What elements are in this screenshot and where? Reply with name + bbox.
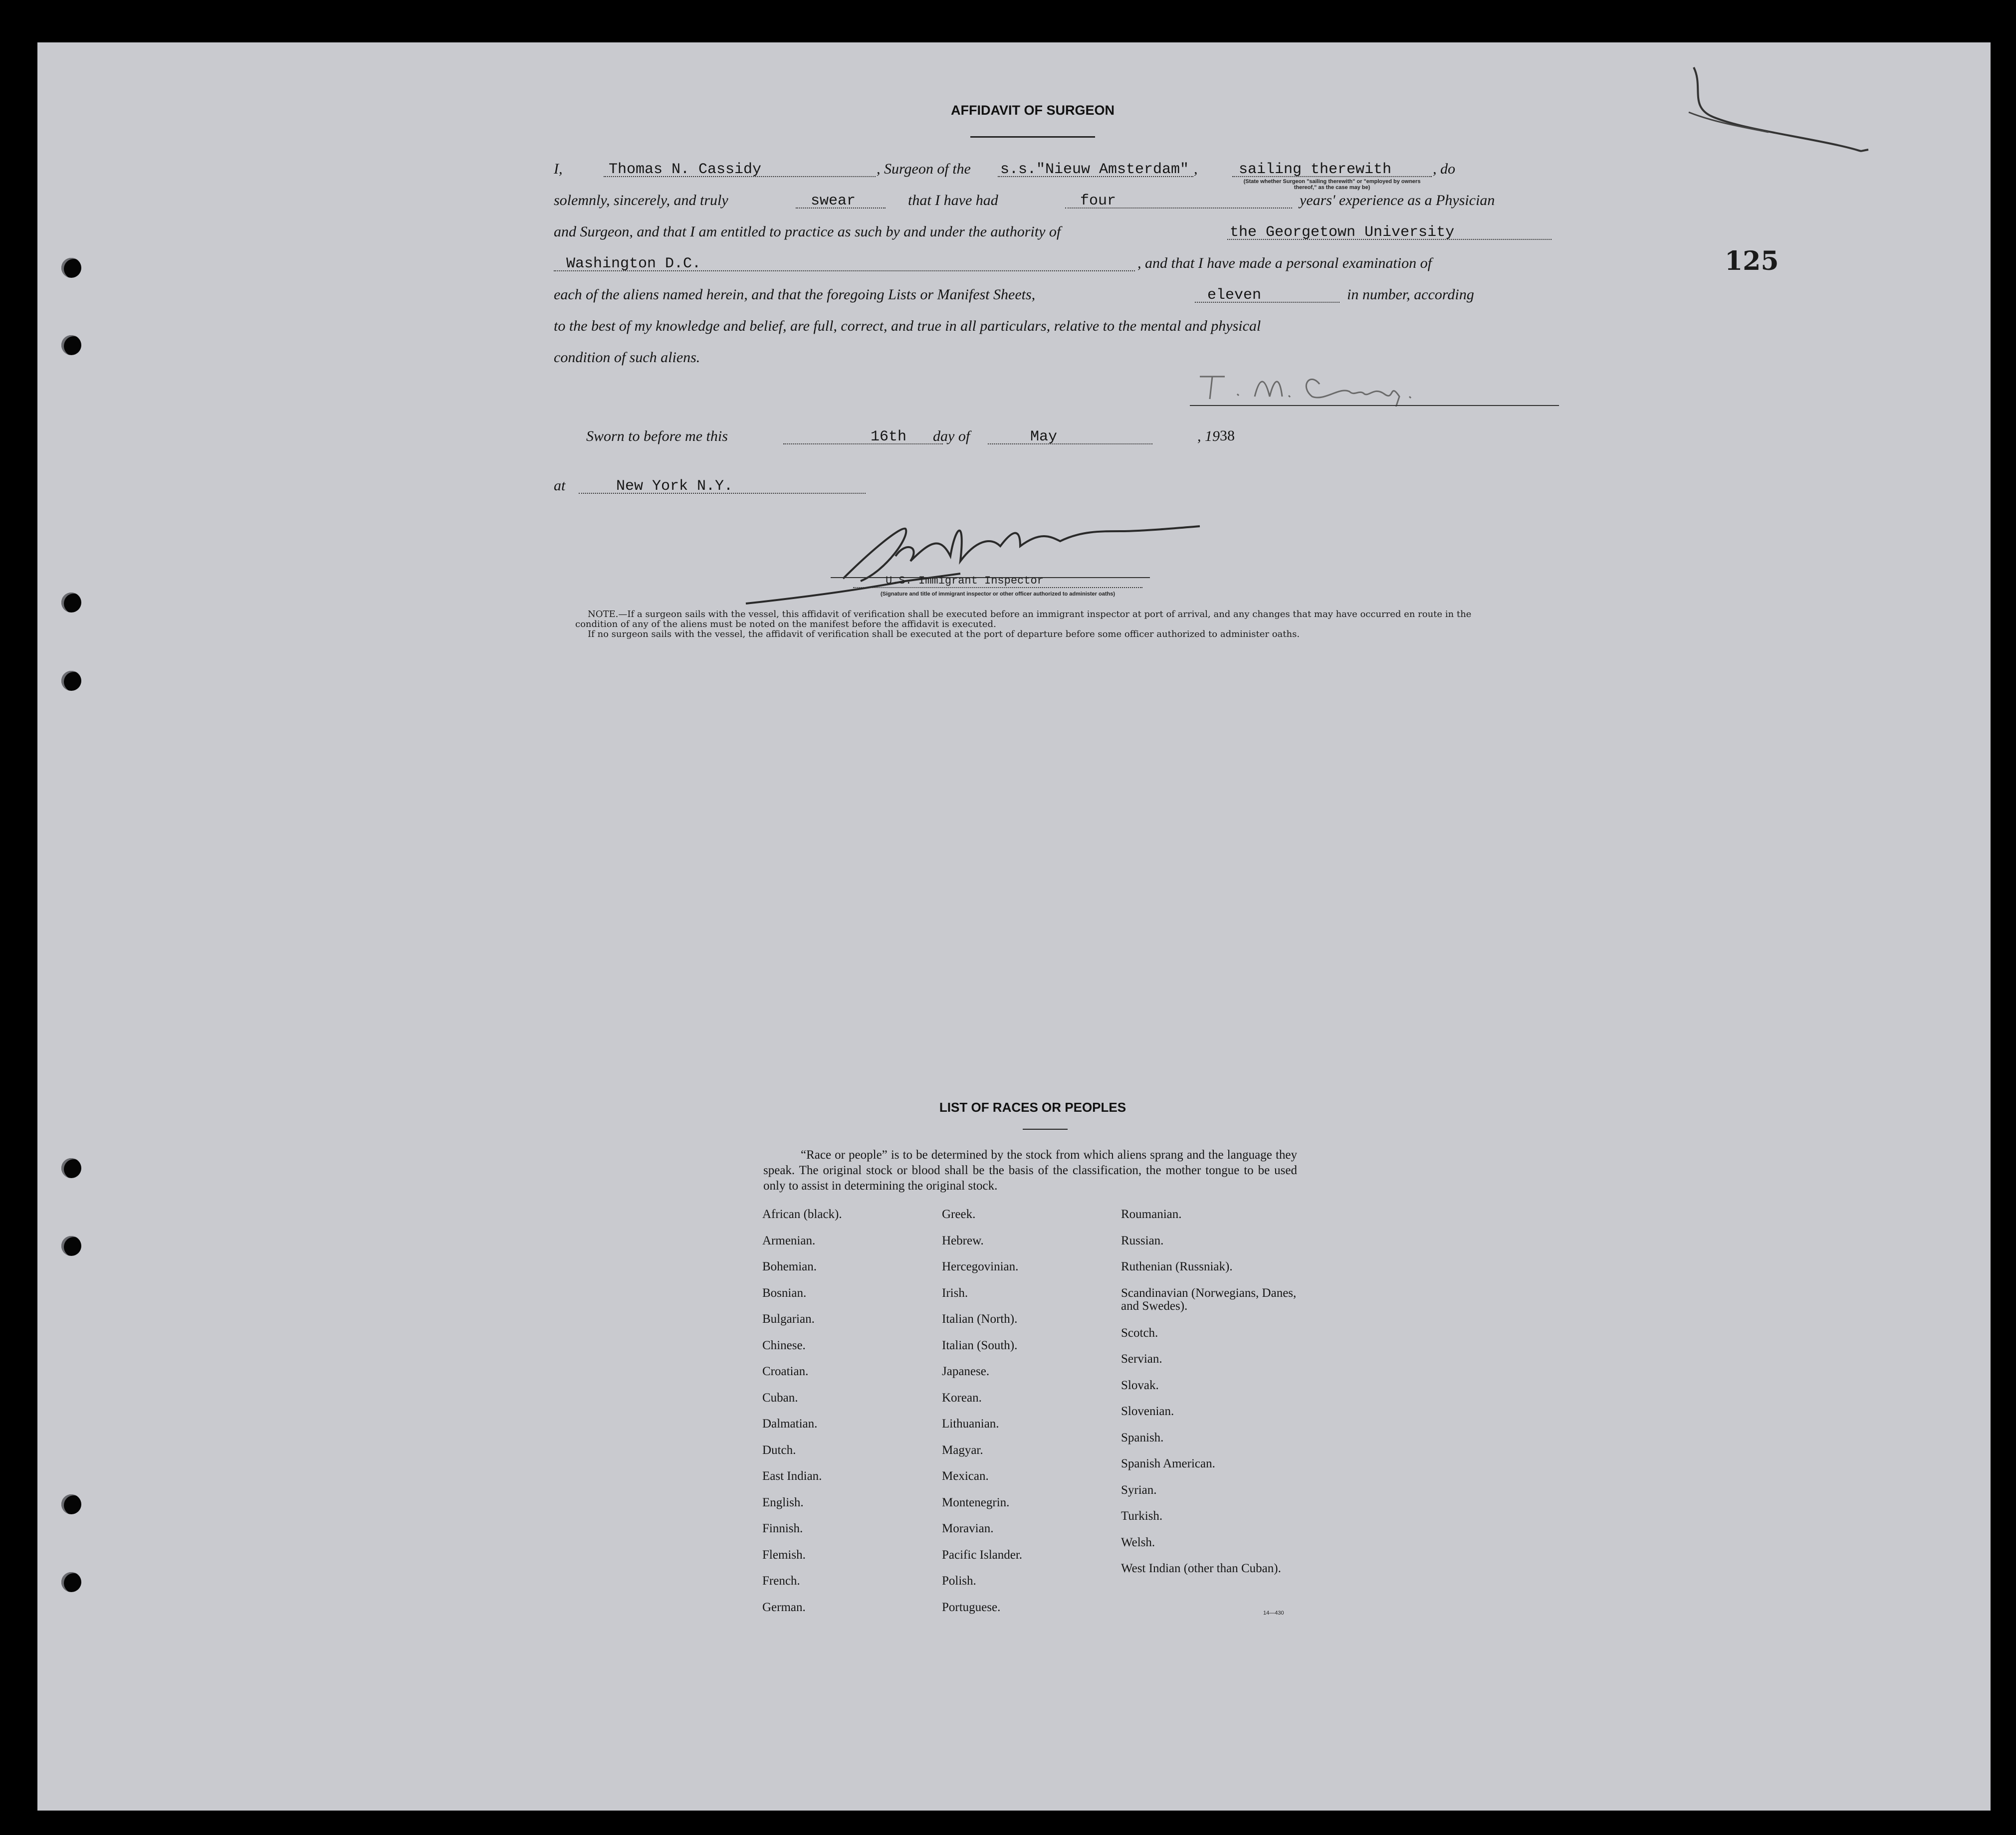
- race-item: Hebrew.: [942, 1233, 984, 1247]
- race-item: Spanish American.: [1121, 1457, 1215, 1470]
- race-item: Pacific Islander.: [942, 1548, 1023, 1562]
- punch-hole: [61, 671, 81, 691]
- year-suffix: 38: [1220, 427, 1235, 444]
- race-item: Slovenian.: [1121, 1405, 1174, 1418]
- l4-a: , and that I have made a personal examination of: [1137, 255, 1432, 271]
- punch-hole: [61, 1236, 81, 1256]
- race-item: Greek.: [942, 1208, 976, 1221]
- race-item: Scandinavian (Norwegians, Danes, and Swedes).: [1121, 1286, 1297, 1313]
- sworn-a: Sworn to before me this: [586, 428, 728, 444]
- note-2: If no surgeon sails with the vessel, the affidavit of verification shall be executed at the port of departure before some officer authorized to administer oaths.: [588, 629, 1300, 639]
- race-item: West Indian (other than Cuban).: [1121, 1562, 1281, 1575]
- race-item: Magyar.: [942, 1443, 983, 1457]
- race-item: Spanish.: [1121, 1430, 1164, 1444]
- race-item: English.: [762, 1495, 804, 1509]
- race-item: Korean.: [942, 1391, 982, 1405]
- l1-b: , Surgeon of the: [877, 161, 971, 177]
- l1-a: I,: [554, 161, 563, 177]
- race-item: Scotch.: [1121, 1326, 1158, 1340]
- race-item: Montenegrin.: [942, 1495, 1010, 1509]
- race-item: African (black).: [762, 1208, 842, 1221]
- race-item: Lithuanian.: [942, 1417, 999, 1430]
- manifest-page: [37, 42, 1991, 1811]
- surgeon-name: Thomas N. Cassidy: [609, 161, 762, 178]
- status-caption: (State whether Surgeon "sailing therewith" or "employed by owners thereof," as the case may be): [1243, 179, 1421, 191]
- race-item: Japanese.: [942, 1365, 990, 1378]
- races-title-rule: [1023, 1129, 1068, 1130]
- race-item: French.: [762, 1574, 800, 1588]
- l5-b: in number, according: [1347, 286, 1474, 303]
- race-item: Moravian.: [942, 1522, 994, 1535]
- l2-c: years' experience as a Physician: [1300, 192, 1495, 208]
- races-column-2: [942, 1208, 1121, 1627]
- punch-hole: [61, 1158, 81, 1178]
- punch-hole: [61, 258, 81, 278]
- races-column-3: [1121, 1208, 1306, 1589]
- punch-hole: [61, 1572, 81, 1592]
- affidavit-title: AFFIDAVIT OF SURGEON: [951, 103, 1115, 118]
- l6: to the best of my knowledge and belief, are full, correct, and true in all particulars, relative to the mental and physical: [554, 318, 1261, 334]
- race-item: Armenian.: [762, 1233, 816, 1247]
- race-item: Bosnian.: [762, 1286, 807, 1300]
- race-item: Italian (North).: [942, 1312, 1018, 1326]
- race-item: Servian.: [1121, 1352, 1162, 1366]
- surgeon-name-line: [604, 176, 876, 177]
- at-label: at: [554, 477, 566, 494]
- sworn-day: 16th: [871, 428, 907, 445]
- form-number: 14—430: [1263, 1610, 1284, 1616]
- corner-scribble: [1674, 57, 1883, 187]
- day-line: [783, 443, 943, 444]
- sheet-count: eleven: [1207, 287, 1262, 304]
- race-item: Bohemian.: [762, 1260, 817, 1273]
- race-item: Hercegovinian.: [942, 1260, 1019, 1273]
- race-item: Portuguese.: [942, 1600, 1001, 1614]
- race-item: German.: [762, 1600, 806, 1614]
- authority-place: Washington D.C.: [566, 255, 701, 272]
- race-item: Dutch.: [762, 1443, 796, 1457]
- page-number: 125: [1725, 246, 1779, 276]
- race-item: Bulgarian.: [762, 1312, 815, 1326]
- surgeon-signature: [1190, 357, 1559, 407]
- sailing-status: sailing therewith: [1239, 161, 1392, 178]
- race-item: Dalmatian.: [762, 1417, 818, 1430]
- race-item: Finnish.: [762, 1522, 803, 1535]
- race-item: Polish.: [942, 1574, 976, 1588]
- l2-a: solemnly, sincerely, and truly: [554, 192, 728, 208]
- races-title: LIST OF RACES OR PEOPLES: [939, 1100, 1126, 1115]
- race-item: Italian (South).: [942, 1338, 1018, 1352]
- title-rule: [970, 136, 1095, 138]
- race-item: Croatian.: [762, 1365, 809, 1378]
- race-item: East Indian.: [762, 1469, 822, 1483]
- race-item: Russian.: [1121, 1233, 1164, 1247]
- sheet-line: [1195, 302, 1340, 303]
- race-item: Syrian.: [1121, 1483, 1157, 1497]
- years-experience: four: [1080, 193, 1117, 209]
- races-intro: “Race or people” is to be determined by the stock from which aliens sprang and the language they speak. The original stock or blood shall be the basis of the classification, the mother tongue to be used only to assist in determining the original stock.: [763, 1148, 1297, 1193]
- races-column-1: [762, 1208, 942, 1627]
- month-line: [988, 443, 1152, 444]
- race-item: Roumanian.: [1121, 1208, 1182, 1221]
- race-item: Slovak.: [1121, 1378, 1159, 1392]
- l5: each of the aliens named herein, and that the foregoing Lists or Manifest Sheets,: [554, 286, 1036, 303]
- l1-d: , do: [1433, 161, 1455, 177]
- l2-b: that I have had: [908, 192, 998, 208]
- oath-line: [796, 207, 886, 208]
- sworn-month: May: [1030, 428, 1058, 445]
- sworn-place: New York N.Y.: [616, 478, 733, 495]
- inspector-title: U.S. Immigrant Inspector: [886, 575, 1044, 587]
- sworn-c: , 19: [1197, 428, 1220, 444]
- punch-hole: [61, 335, 81, 355]
- l7: condition of such aliens.: [554, 349, 700, 366]
- authority-line: [1227, 239, 1552, 240]
- authority-place-line: [554, 270, 1135, 271]
- race-item: Chinese.: [762, 1338, 806, 1352]
- punch-hole: [61, 593, 81, 612]
- oath-type: swear: [811, 193, 856, 209]
- race-item: Turkish.: [1121, 1509, 1163, 1523]
- race-item: Ruthenian (Russniak).: [1121, 1260, 1233, 1273]
- l1-c: ,: [1194, 161, 1198, 177]
- inspector-line: [853, 587, 1142, 588]
- years-line: [1065, 207, 1292, 208]
- race-item: Cuban.: [762, 1391, 798, 1405]
- vessel-name: s.s."Nieuw Amsterdam": [1000, 161, 1189, 178]
- authority: the Georgetown University: [1230, 224, 1455, 241]
- sailing-line: [1232, 176, 1432, 177]
- vessel-line: [998, 176, 1193, 177]
- race-item: Mexican.: [942, 1469, 989, 1483]
- l3-a: and Surgeon, and that I am entitled to practice as such by and under the authority of: [554, 223, 1061, 240]
- race-item: Welsh.: [1121, 1535, 1155, 1549]
- affidavit-note: [575, 610, 1513, 639]
- punch-hole: [61, 1494, 81, 1514]
- signature-caption: (Signature and title of immigrant inspector or other officer authorized to administer oaths): [881, 591, 1115, 597]
- note-1: NOTE.—If a surgeon sails with the vessel, this affidavit of verification shall be executed before an immigrant inspector at port of arrival, and any changes that may have occurred en route in the condition of any of the aliens must be noted on the manifest before the affidavit is executed.: [575, 609, 1472, 629]
- race-item: Irish.: [942, 1286, 968, 1300]
- sworn-b: day of: [933, 428, 970, 444]
- race-item: Flemish.: [762, 1548, 806, 1562]
